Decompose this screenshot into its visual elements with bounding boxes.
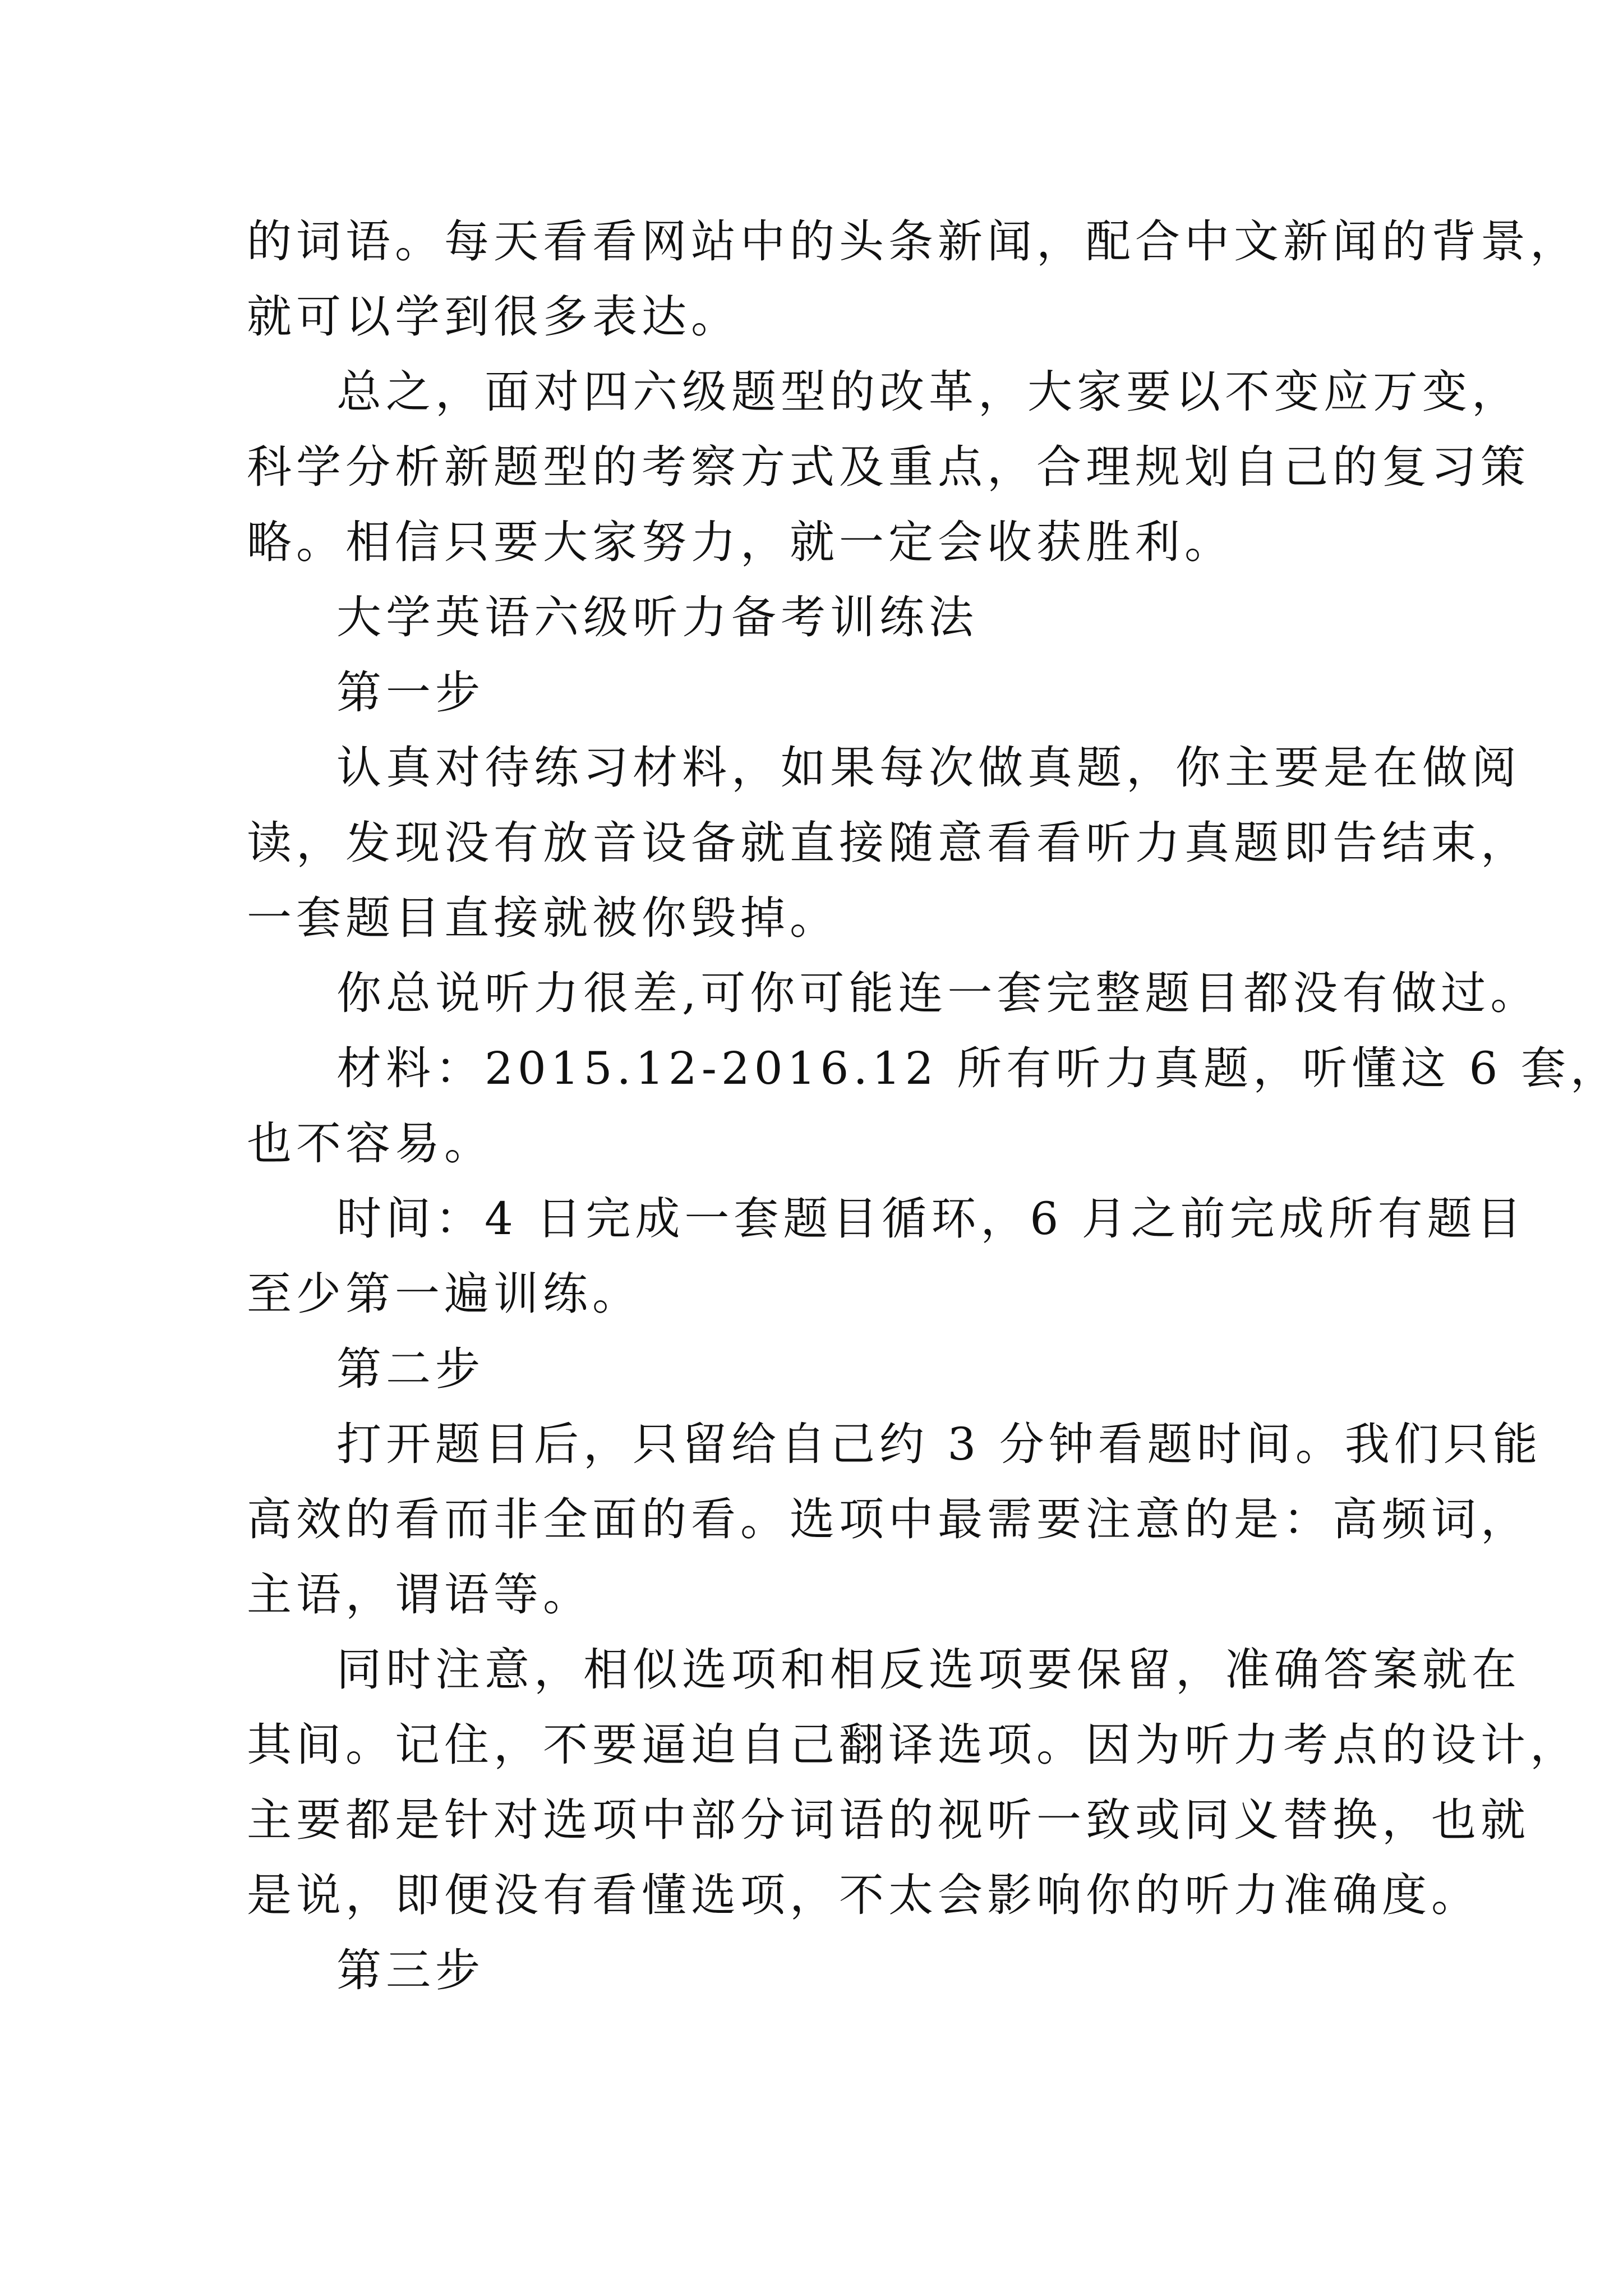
body-text-line: 时间：4 日完成一套题目循环，6 月之前完成所有题目	[336, 1193, 1526, 1245]
body-text-line: 打开题目后，只留给自己约 3 分钟看题时间。我们只能	[336, 1418, 1542, 1470]
body-text-line: 是说，即便没有看懂选项，不太会影响你的听力准确度。	[247, 1869, 1481, 1921]
body-text-line: 读，发现没有放音设备就直接随意看看听力真题即告结束，	[247, 817, 1530, 869]
body-text-line: 总之，面对四六级题型的改革，大家要以不变应万变，	[336, 366, 1521, 418]
body-text-line: 同时注意，相似选项和相反选项要保留，准确答案就在	[336, 1644, 1521, 1696]
body-text-line: 你总说听力很差,可你可能连一套完整题目都没有做过。	[336, 967, 1540, 1019]
body-text-line: 高效的看而非全面的看。选项中最需要注意的是：高频词，	[247, 1493, 1530, 1545]
body-text-line: 科学分析新题型的考察方式及重点，合理规划自己的复习策	[247, 441, 1530, 493]
body-text-line: 其间。记住，不要逼迫自己翻译选项。因为听力考点的设计，	[247, 1719, 1579, 1771]
body-text-line: 至少第一遍训练。	[247, 1268, 642, 1320]
body-text-line: 就可以学到很多表达。	[247, 291, 740, 343]
body-text-line: 一套题目直接就被你毁掉。	[247, 892, 839, 944]
body-text-line: 认真对待练习材料，如果每次做真题，你主要是在做阅	[336, 742, 1521, 794]
body-text-line: 主语，谓语等。	[247, 1568, 592, 1621]
body-text-line: 也不容易。	[247, 1117, 494, 1170]
body-text-line: 主要都是针对选项中部分词语的视听一致或同义替换，也就	[247, 1794, 1530, 1846]
step-heading: 第三步	[336, 1944, 485, 1996]
step-heading: 第一步	[336, 666, 485, 719]
section-heading: 大学英语六级听力备考训练法	[336, 591, 978, 643]
body-text-line: 材料：2015.12-2016.12 所有听力真题，听懂这 6 套，	[336, 1042, 1620, 1094]
body-text-line: 的词语。每天看看网站中的头条新闻，配合中文新闻的背景，	[247, 215, 1579, 268]
step-heading: 第二步	[336, 1343, 485, 1395]
body-text-line: 略。相信只要大家努力，就一定会收获胜利。	[247, 516, 1234, 568]
